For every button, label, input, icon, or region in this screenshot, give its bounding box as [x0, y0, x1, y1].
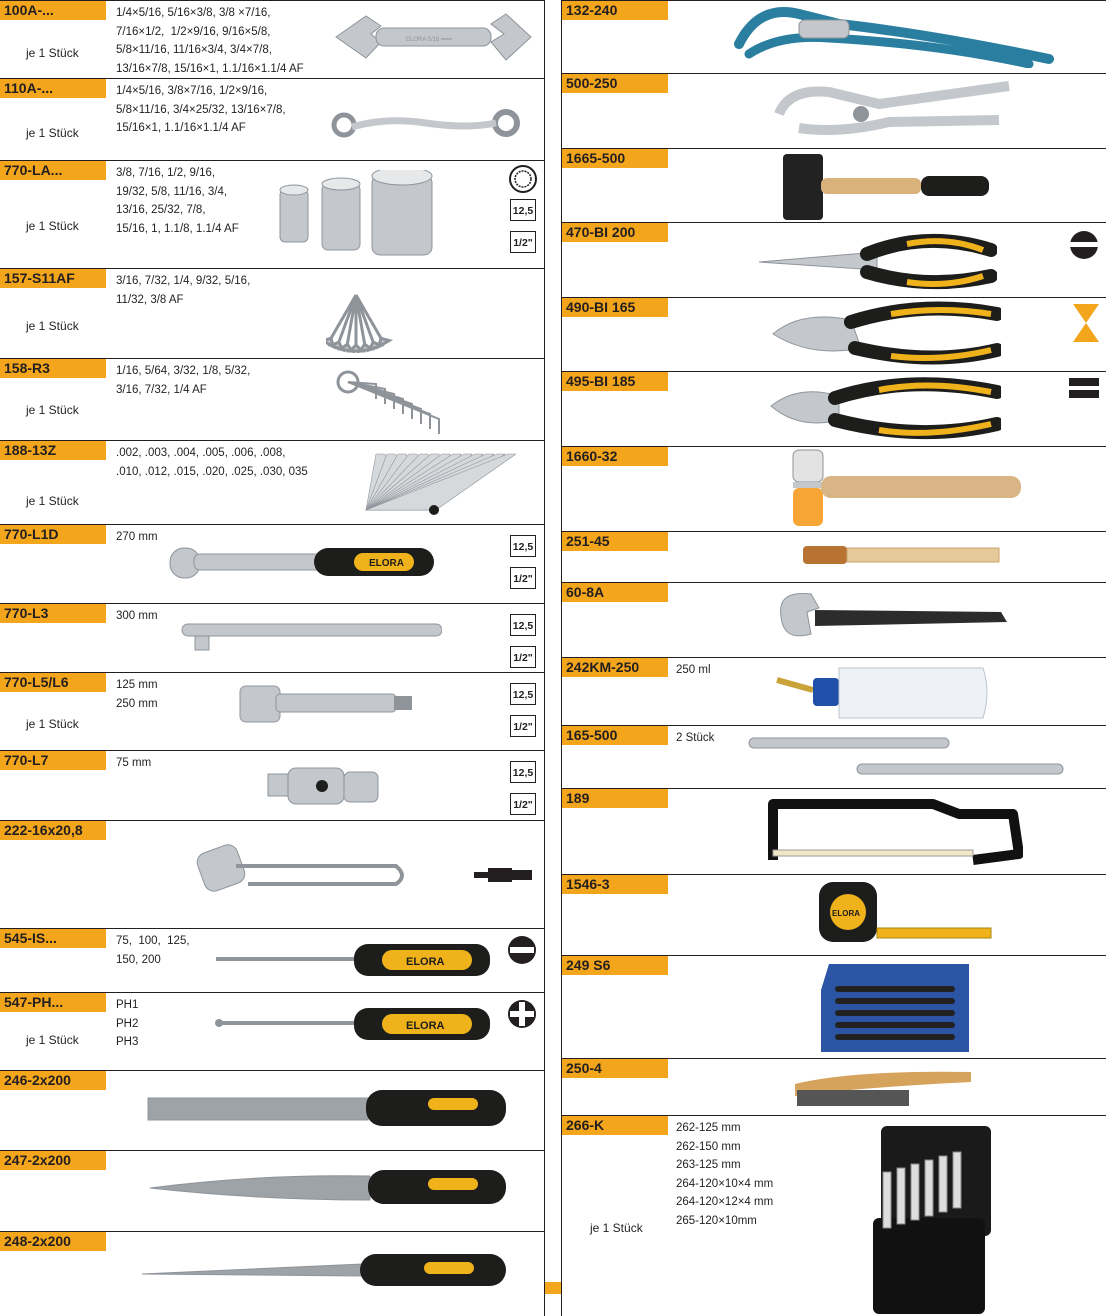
svg-text:ELORA: ELORA — [406, 956, 445, 968]
article-code: 770-LA... — [0, 161, 106, 180]
column-divider — [545, 0, 561, 1316]
article-code: 250-4 — [562, 1059, 668, 1078]
article-code: 165-500 — [562, 726, 668, 745]
diagonal-cutter-image — [771, 300, 1001, 368]
size-list: 75, 100, 125, 150, 200 — [116, 935, 190, 966]
water-pump-pliers-image — [729, 4, 1059, 68]
article-code: 770-L5/L6 — [0, 673, 106, 692]
quantity-note: je 1 Stück — [26, 717, 79, 731]
drive-size-badge: 1/2" — [510, 231, 536, 253]
needle-nose-pliers-image — [757, 230, 997, 292]
article-code: 500-250 — [562, 74, 668, 93]
size-list: 75 mm — [116, 757, 152, 769]
article-code: 188-13Z — [0, 441, 106, 460]
size-list: 1/16, 5/64, 3/32, 1/8, 5/32, 3/16, 7/32, 1/4 AF — [116, 365, 251, 396]
phillips-screwdriver-image — [214, 1002, 492, 1046]
article-code: 158-R3 — [0, 359, 106, 378]
article-code: 189 — [562, 789, 668, 808]
half-round-icon — [1067, 228, 1101, 262]
drive-size-badge: 1/2" — [510, 715, 536, 737]
flat-file-image — [146, 1084, 510, 1132]
ignition-wrench-set-image — [326, 275, 438, 353]
parallel-bars-icon — [1067, 376, 1101, 400]
sliding-t-bar-image — [180, 616, 442, 656]
slotted-tip-icon — [506, 934, 538, 966]
svg-text:ELORA: ELORA — [832, 909, 860, 918]
article-code: 247-2x200 — [0, 1151, 106, 1170]
quantity-note: je 1 Stück — [26, 46, 79, 60]
quantity-note: je 1 Stück — [590, 1221, 643, 1235]
size-list: 125 mm 250 mm — [116, 679, 158, 710]
chisel-punch-set-image — [871, 1122, 999, 1316]
page-marker — [545, 1282, 561, 1294]
article-code: 547-PH... — [0, 993, 106, 1012]
size-list: 3/8, 7/16, 1/2, 9/16, 19/32, 5/8, 11/16, 3/4, 13/16, 25/32, 7/8, 15/16, 1, 1.1/8, 1.1/4 AF — [116, 167, 239, 235]
article-code: 110A-... — [0, 79, 106, 98]
product-row — [0, 358, 545, 440]
svg-text:ELORA 5/16 ━━━: ELORA 5/16 ━━━ — [406, 37, 452, 43]
article-code: 248-2x200 — [0, 1232, 106, 1251]
quantity-note: je 1 Stück — [26, 319, 79, 333]
size-list: 3/16, 7/32, 1/4, 9/32, 5/16, 11/32, 3/8 AF — [116, 275, 251, 306]
extension-bar-image — [236, 684, 416, 726]
tape-measure-image — [817, 880, 993, 946]
phillips-tip-icon — [506, 998, 538, 1030]
svg-text:ELORA: ELORA — [369, 558, 404, 569]
tyre-levers-image — [747, 734, 1067, 782]
article-code: 132-240 — [562, 1, 668, 20]
size-list: 270 mm — [116, 531, 158, 543]
oil-can-image — [773, 660, 993, 724]
socket-set-image — [272, 170, 442, 260]
drive-size-badge: 1/2" — [510, 793, 536, 815]
quantity-note: je 1 Stück — [26, 494, 79, 508]
drive-size-badge: 12,5 — [510, 761, 536, 783]
article-code: 770-L3 — [0, 604, 106, 623]
article-code: 1665-500 — [562, 149, 668, 168]
hacksaw-image — [763, 794, 1023, 868]
spark-plug-wrench-image — [196, 838, 416, 902]
drive-size-badge: 12,5 — [510, 535, 536, 557]
hex-key-set-image — [326, 364, 446, 436]
size-list: 1/4×5/16, 5/16×3/8, 3/8 ×7/16, 7/16×1/2, 1/2×9/16, 9/16×5/8, 5/8×11/16, 11/16×3/4, 3/4×7/8, 13/16×7/8, 15/16×1, 1.1/16×1.1/4 AF — [116, 7, 304, 75]
machinist-hammer-image — [781, 152, 991, 222]
article-code: 495-BI 185 — [562, 372, 668, 391]
size-list: 1/4×5/16, 3/8×7/16, 1/2×9/16, 5/8×11/16, 3/4×25/32, 13/16×7/8, 15/16×1, 1.1/16×1.1/4 AF — [116, 85, 286, 134]
quantity-note: je 1 Stück — [26, 219, 79, 233]
size-list: 262-125 mm 262-150 mm 263-125 mm 264-120×10×4 mm 264-120×12×4 mm 265-120×10mm — [676, 1122, 774, 1227]
half-round-file-image — [148, 1166, 508, 1210]
article-code: 770-L1D — [0, 525, 106, 544]
article-code: 60-8A — [562, 583, 668, 602]
spark-plug-brush-image — [801, 540, 1001, 570]
wire-brush-image — [793, 1064, 975, 1110]
file-set-image — [819, 960, 971, 1056]
drive-size-badge: 12,5 — [510, 683, 536, 705]
feeler-gauge-image — [356, 448, 516, 518]
drive-size-badge: 12,5 — [510, 614, 536, 636]
combination-pliers-image — [769, 376, 1001, 442]
article-code: 545-IS... — [0, 929, 106, 948]
ring-spanner-image — [326, 103, 526, 143]
article-code: 490-BI 165 — [562, 298, 668, 317]
quantity-note: je 1 Stück — [26, 403, 79, 417]
article-code: 242KM-250 — [562, 658, 668, 677]
soft-face-hammer-image — [791, 448, 1023, 528]
size-list: .002, .003, .004, .005, .006, .008, .010, .012, .015, .020, .025, .030, 035 — [116, 447, 308, 478]
article-code: 222-16x20,8 — [0, 821, 106, 840]
size-list: 300 mm — [116, 610, 158, 622]
spark-plug-icon — [472, 864, 534, 886]
universal-joint-image — [262, 766, 382, 810]
locking-pliers-image — [769, 78, 1019, 144]
size-list: PH1 PH2 PH3 — [116, 999, 139, 1048]
ratchet-image — [164, 540, 442, 584]
article-code: 470-BI 200 — [562, 223, 668, 242]
adjustable-wrench-image — [771, 586, 1011, 646]
quantity-note: je 1 Stück — [26, 1033, 79, 1047]
size-list: 2 Stück — [676, 732, 715, 744]
size-list: 250 ml — [676, 664, 711, 676]
slotted-screwdriver-image — [214, 938, 492, 982]
article-code: 1660-32 — [562, 447, 668, 466]
round-file-image — [140, 1246, 508, 1288]
article-code: 246-2x200 — [0, 1071, 106, 1090]
double-open-end-wrench-image — [326, 8, 541, 66]
article-code: 1546-3 — [562, 875, 668, 894]
article-code: 100A-... — [0, 1, 106, 20]
hourglass-icon — [1071, 302, 1101, 344]
svg-text:ELORA: ELORA — [406, 1020, 445, 1032]
drive-size-badge: 1/2" — [510, 646, 536, 668]
article-code: 770-L7 — [0, 751, 106, 770]
product-row — [561, 1115, 1106, 1316]
drive-size-badge: 1/2" — [510, 567, 536, 589]
article-code: 157-S11AF — [0, 269, 106, 288]
article-code: 249 S6 — [562, 956, 668, 975]
quantity-note: je 1 Stück — [26, 126, 79, 140]
twelve-point-icon — [508, 164, 538, 194]
article-code: 266-K — [562, 1116, 668, 1135]
drive-size-badge: 12,5 — [510, 199, 536, 221]
article-code: 251-45 — [562, 532, 668, 551]
product-row — [0, 268, 545, 358]
